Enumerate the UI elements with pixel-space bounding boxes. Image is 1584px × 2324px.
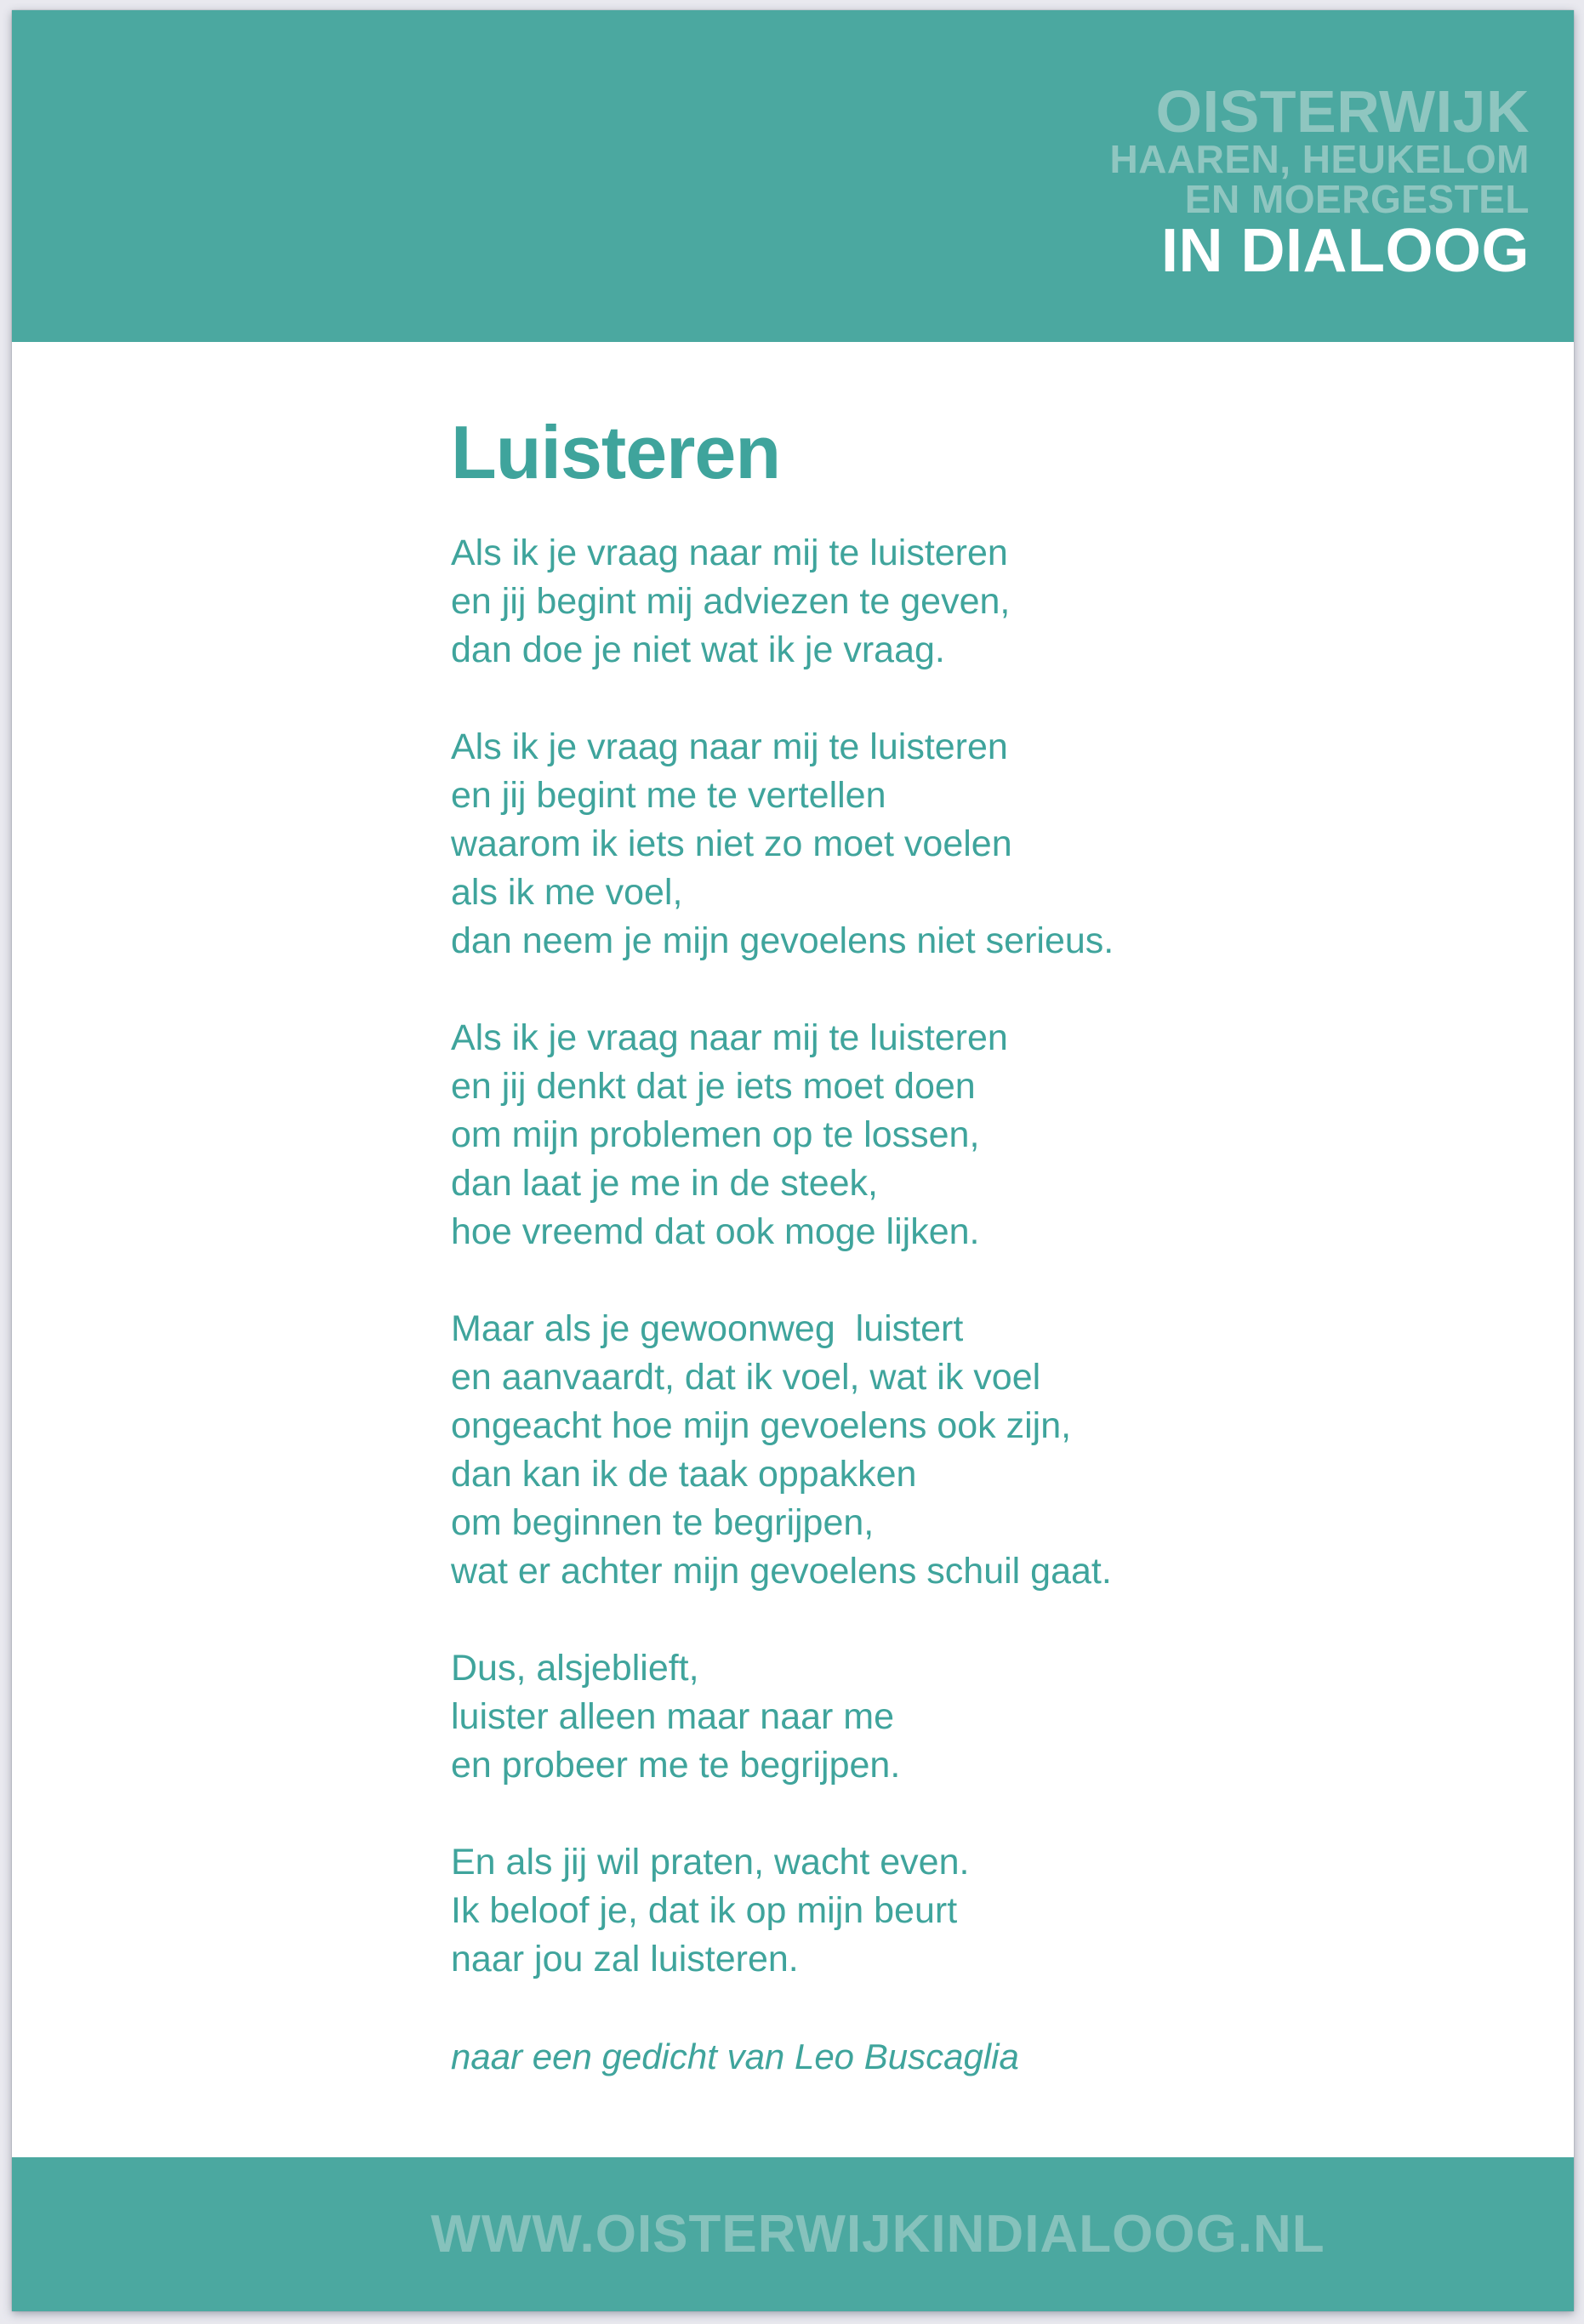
logo-line: HAAREN, HEUKELOM xyxy=(1109,137,1530,181)
poem-line: Als ik je vraag naar mij te luisteren xyxy=(451,1017,1008,1058)
poster-page xyxy=(12,10,1574,2311)
poem-line: en aanvaardt, dat ik voel, wat ik voel xyxy=(451,1357,1041,1398)
footer-url: WWW.OISTERWIJKINDIALOOG.NL xyxy=(430,2205,1325,2264)
poem-line: om mijn problemen op te lossen, xyxy=(451,1114,980,1155)
poem-line: als ik me voel, xyxy=(451,872,683,913)
poem-stanza xyxy=(451,1014,1523,1256)
poem-line: dan kan ik de taak oppakken xyxy=(451,1454,917,1495)
poem-line: en jij begint me te vertellen xyxy=(451,775,886,816)
footer-band xyxy=(12,2157,1574,2311)
poem-line: dan laat je me in de steek, xyxy=(451,1163,878,1204)
logo-line: IN DIALOOG xyxy=(1161,217,1530,285)
poem-stanza xyxy=(451,1305,1523,1596)
poem-line: en jij denkt dat je iets moet doen xyxy=(451,1066,976,1107)
poem-attribution: naar een gedicht van Leo Buscaglia xyxy=(451,2036,1019,2076)
poem-line: hoe vreemd dat ook moge lijken. xyxy=(451,1211,980,1252)
poem-line: waarom ik iets niet zo moet voelen xyxy=(451,823,1012,864)
poem-line: naar jou zal luisteren. xyxy=(451,1939,799,1979)
header-band xyxy=(12,10,1574,342)
poem-stanza xyxy=(451,1838,1523,1984)
poem-line: Maar als je gewoonweg luistert xyxy=(451,1308,964,1349)
poem-stanza xyxy=(451,1644,1523,1790)
logo-line: OISTERWIJK xyxy=(1155,78,1530,145)
poem-content xyxy=(12,342,1574,2157)
poem-line: Ik beloof je, dat ik op mijn beurt xyxy=(451,1890,958,1931)
poem-line: om beginnen te begrijpen, xyxy=(451,1502,875,1543)
poem-title: Luisteren xyxy=(451,410,781,494)
poem-stanza xyxy=(451,529,1523,675)
poem-line: dan neem je mijn gevoelens niet serieus. xyxy=(451,920,1114,961)
poem-line: ongeacht hoe mijn gevoelens ook zijn, xyxy=(451,1405,1072,1446)
poem-line: wat er achter mijn gevoelens schuil gaat. xyxy=(451,1551,1112,1592)
logo-line: EN MOERGESTEL xyxy=(1184,177,1530,221)
poem-stanzas xyxy=(451,529,1523,1984)
poem-line: En als jij wil praten, wacht even. xyxy=(451,1842,970,1883)
poem-line: Als ik je vraag naar mij te luisteren xyxy=(451,533,1008,573)
poem-line: en probeer me te begrijpen. xyxy=(451,1745,901,1786)
poem-line: Als ik je vraag naar mij te luisteren xyxy=(451,726,1008,767)
poem-line: luister alleen maar naar me xyxy=(451,1696,895,1737)
poem-line: en jij begint mij adviezen te geven, xyxy=(451,581,1011,622)
poem-line: Dus, alsjeblieft, xyxy=(451,1648,699,1689)
logo xyxy=(1109,78,1530,285)
poem-line: dan doe je niet wat ik je vraag. xyxy=(451,629,945,670)
poem-stanza xyxy=(451,723,1523,965)
